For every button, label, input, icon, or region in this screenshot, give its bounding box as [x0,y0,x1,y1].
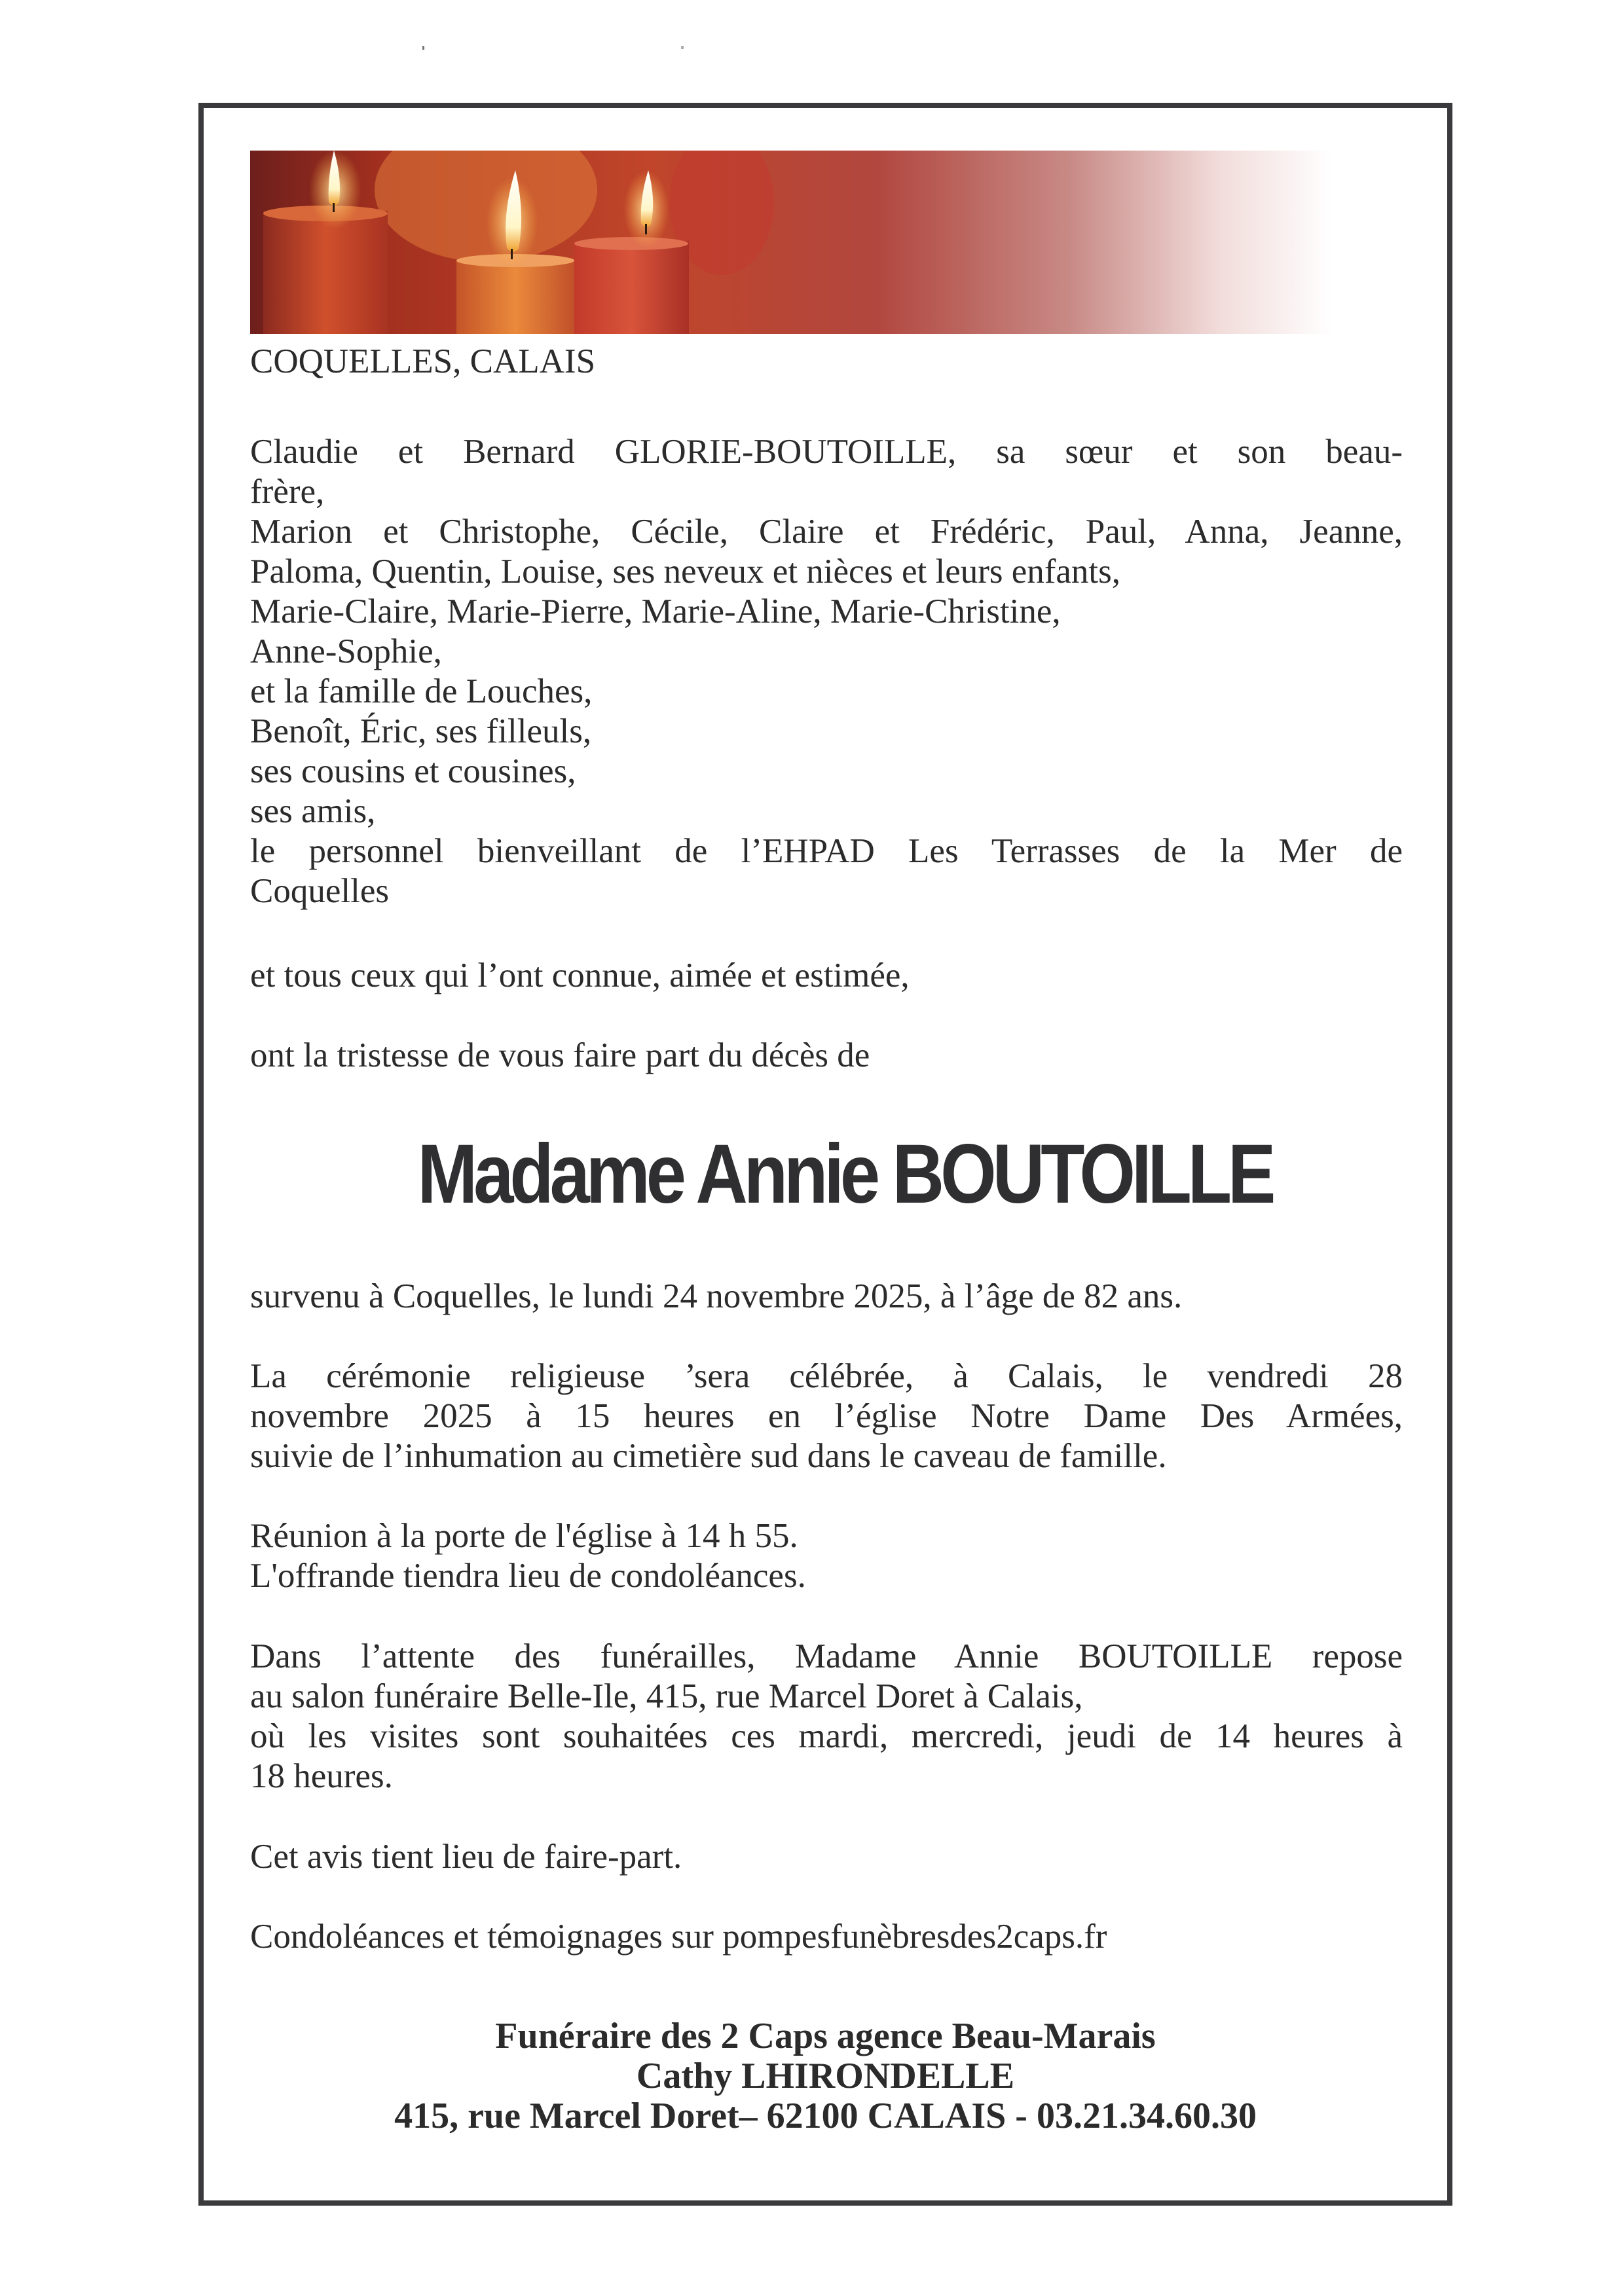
notice-line [250,1837,1403,1877]
scan-speck [681,46,684,49]
family-line: le personnel bienveillant de l’EHPAD Les Terrasses de la Mer de [250,832,1403,870]
deceased-name: Madame Annie BOUTOILLE [417,1127,1272,1221]
meeting-line: L'offrande tiendra lieu de condoléances. [250,1557,806,1595]
location-header-text: COQUELLES, CALAIS [250,342,596,380]
family-list [250,432,1403,911]
family-line: Claudie et Bernard GLORIE-BOUTOILLE, sa sœur et son beau- [250,433,1403,471]
condolences-text: Condoléances et témoignages sur pompesfunèbresdes2caps.fr [250,1918,1107,1956]
funeral-home-footer [198,2016,1452,2136]
ceremony-line: suivie de l’inhumation au cimetière sud dans le caveau de famille. [250,1437,1167,1475]
family-line: Coquelles [250,872,389,910]
visitation-paragraph [250,1637,1403,1796]
agency-name: Funéraire des 2 Caps agence Beau-Marais [495,2016,1156,2056]
ceremony-line: La cérémonie religieuse ’sera célébrée, à Calais, le vendredi 28 [250,1357,1403,1395]
candles-banner-image [250,151,1390,334]
meeting-line: Réunion à la porte de l'église à 14 h 55. [250,1517,798,1555]
notice-text: Cet avis tient lieu de faire-part. [250,1838,682,1876]
family-line: Anne-Sophie, [250,632,442,670]
agency-address: 415, rue Marcel Doret– 62100 CALAIS - 03.21.34.60.30 [394,2096,1257,2136]
contact-name: Cathy LHIRONDELLE [636,2056,1015,2096]
candles-icon [250,151,1390,334]
family-line: et la famille de Louches, [250,672,593,710]
family-line: Marie-Claire, Marie-Pierre, Marie-Aline, Marie-Christine, [250,592,1061,630]
death-details [250,1277,1403,1317]
family-line: ses cousins et cousines, [250,752,576,790]
announcement-line [250,1036,1403,1076]
ceremony-line: novembre 2025 à 15 heures en l’église Notre Dame Des Armées, [250,1397,1403,1435]
all-others-text: et tous ceux qui l’ont connue, aimée et estimée, [250,957,910,994]
meeting-paragraph [250,1516,1403,1596]
visitation-line: où les visites sont souhaitées ces mardi, mercredi, jeudi de 14 heures à [250,1717,1403,1755]
family-line: Benoît, Éric, ses filleuls, [250,712,592,750]
death-details-text: survenu à Coquelles, le lundi 24 novembre 2025, à l’âge de 82 ans. [250,1277,1183,1315]
scan-speck [422,46,424,50]
ceremony-paragraph [250,1357,1403,1476]
all-others-line [250,956,1403,996]
announcement-text: ont la tristesse de vous faire part du décès de [250,1036,870,1074]
family-line: frère, [250,473,325,511]
family-line: ses amis, [250,792,376,830]
visitation-line: Dans l’attente des funérailles, Madame Annie BOUTOILLE repose [250,1637,1403,1675]
visitation-line: au salon funéraire Belle-Ile, 415, rue Marcel Doret à Calais, [250,1677,1083,1715]
location-header [250,342,1403,382]
family-line: Paloma, Quentin, Louise, ses neveux et nièces et leurs enfants, [250,553,1121,591]
condolences-line [250,1917,1403,1957]
family-line: Marion et Christophe, Cécile, Claire et Frédéric, Paul, Anna, Jeanne, [250,513,1403,551]
visitation-line: 18 heures. [250,1757,393,1795]
